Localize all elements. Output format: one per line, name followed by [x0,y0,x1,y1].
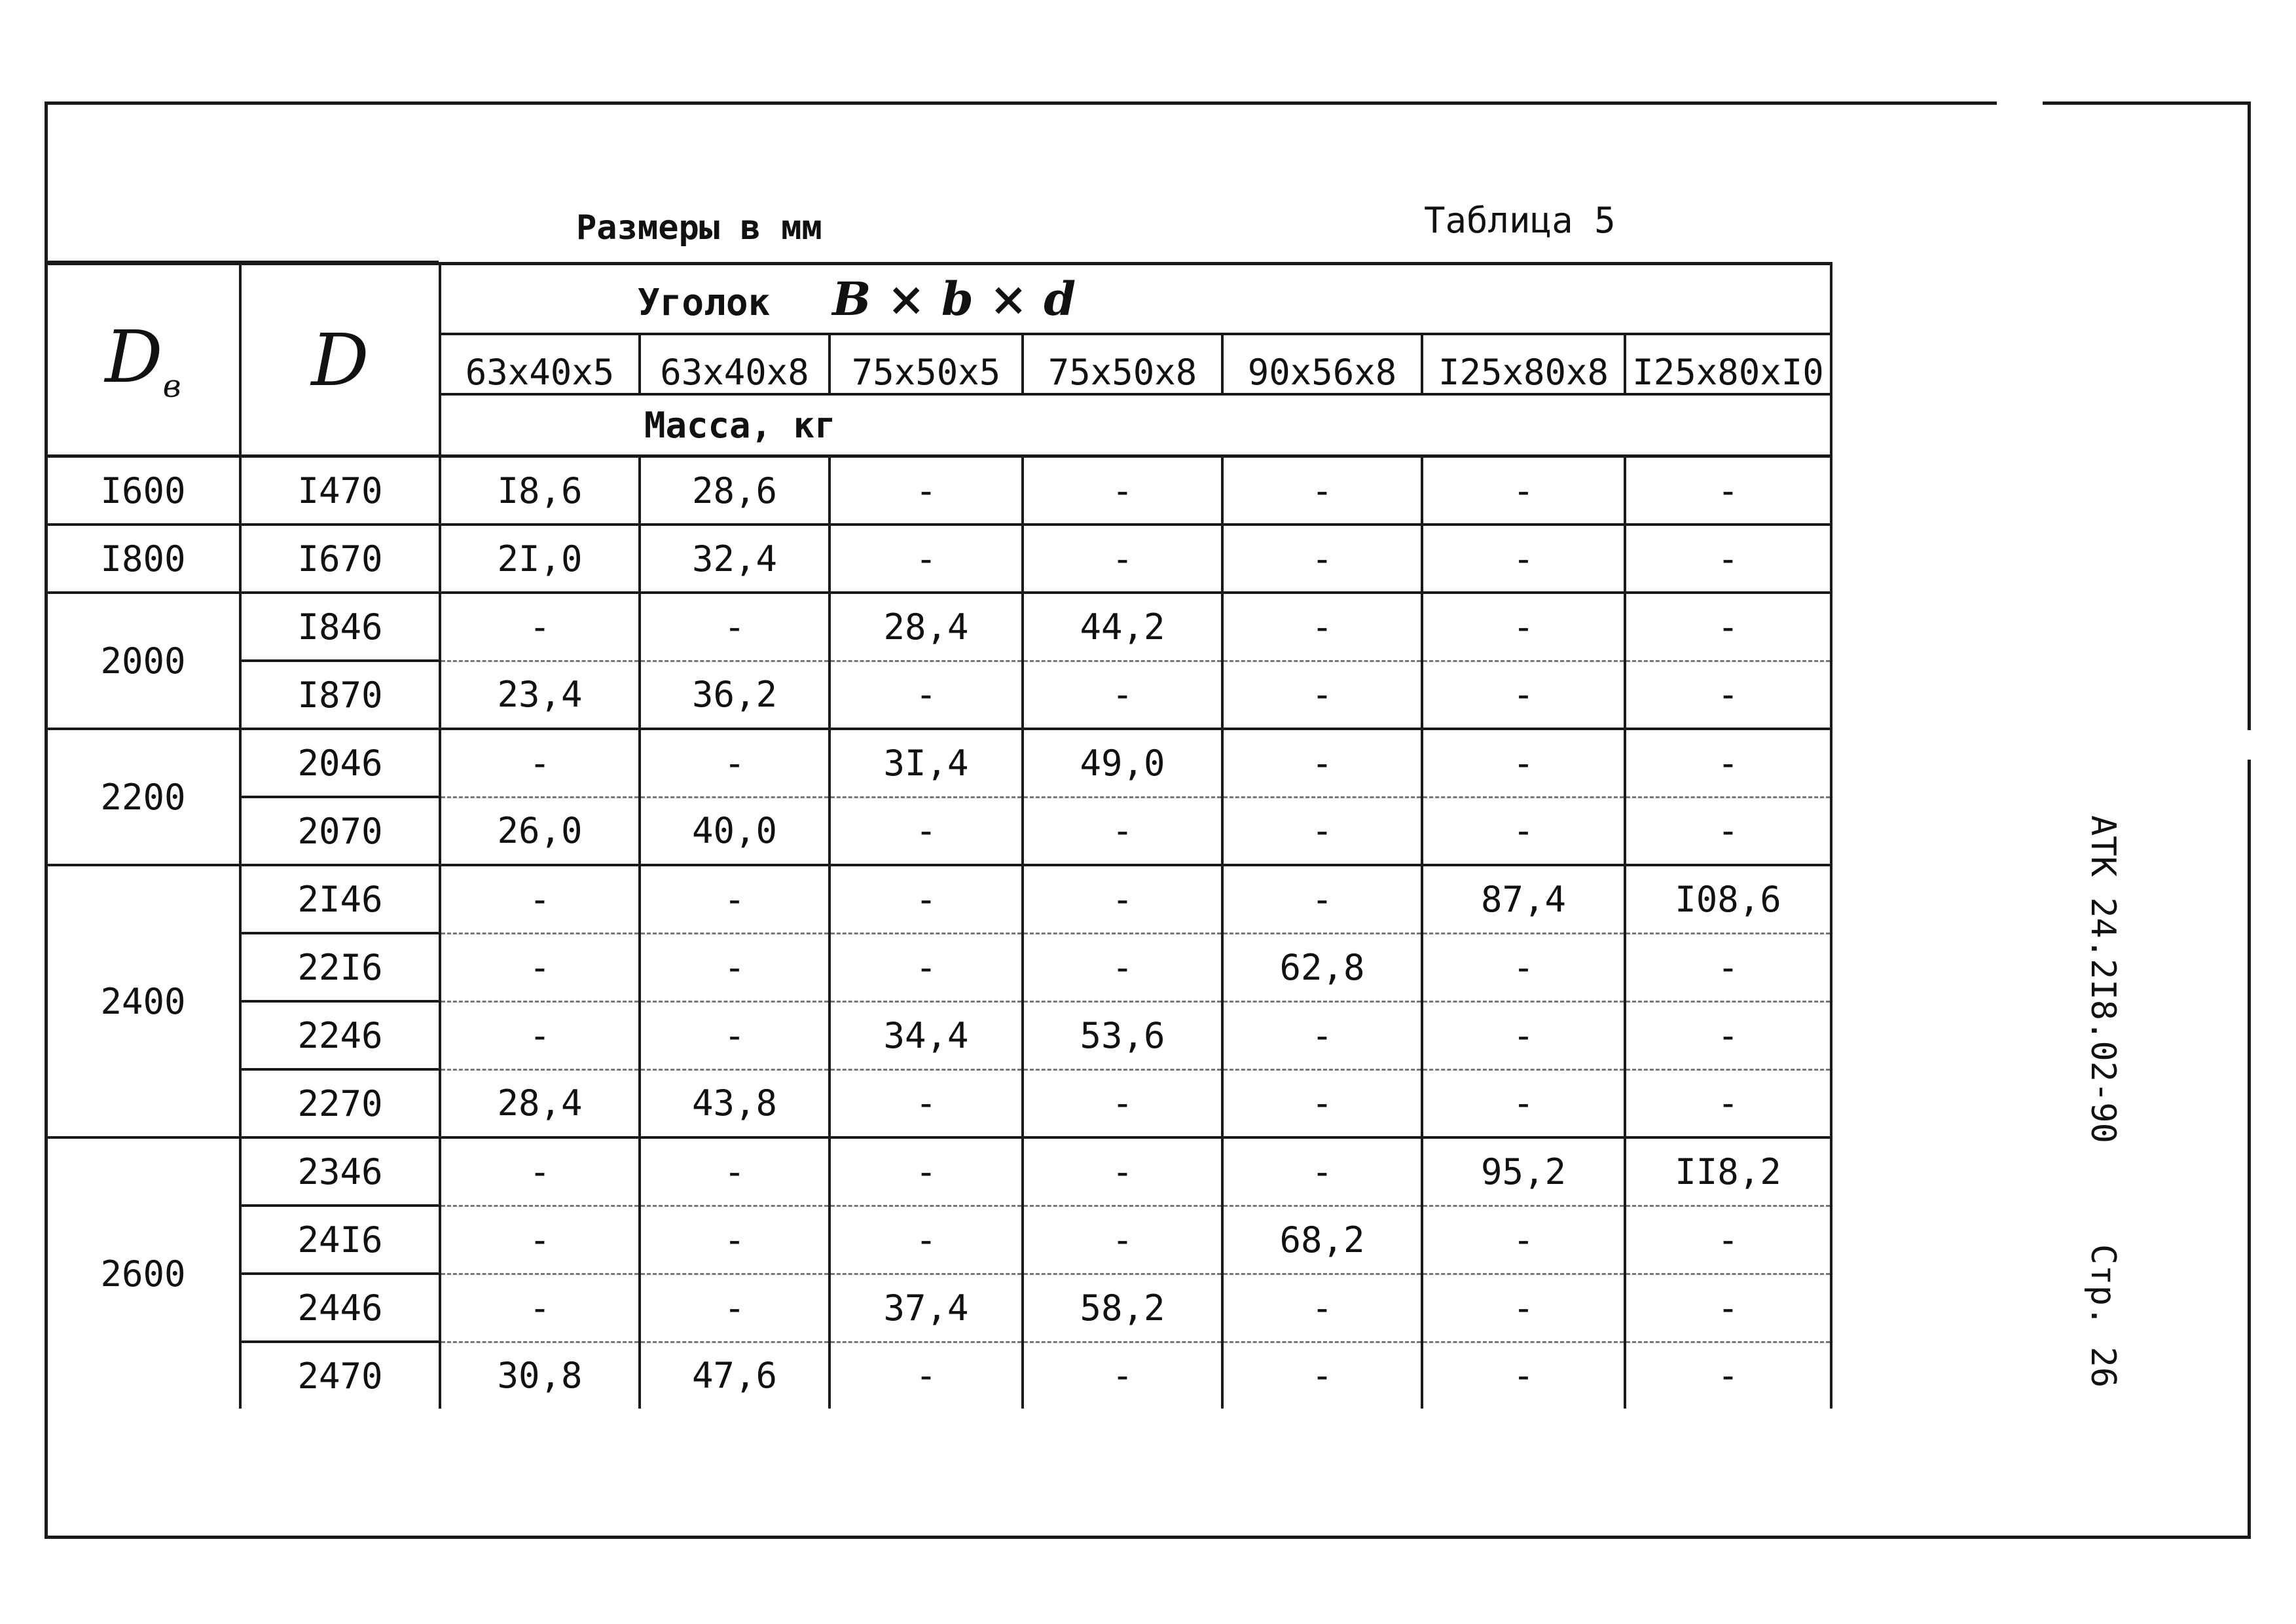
mass-cell: - [829,797,1023,865]
mass-cell: - [1222,1069,1422,1137]
dv-header: $D_в$ [47,264,240,456]
mass-cell: - [1625,933,1831,1001]
mass-cell: II8,2 [1625,1137,1831,1206]
mass-cell: 34,4 [829,1001,1023,1069]
d-cell: 2346 [240,1137,440,1206]
d-cell: 2I46 [240,865,440,933]
table-row [47,1069,1831,1137]
mass-cell: 23,4 [440,661,640,729]
d-cell: 22I6 [240,933,440,1001]
table-row [47,525,1831,593]
mass-cell: - [1023,1137,1222,1206]
mass-cell: - [829,1206,1023,1274]
mass-cell: - [1222,525,1422,593]
mass-cell: 2I,0 [440,525,640,593]
d-cell: I846 [240,593,440,661]
mass-cell: - [640,865,829,933]
d-cell: 2046 [240,729,440,797]
dv-cell: 2600 [47,1137,240,1409]
mass-cell: 28,6 [640,456,829,525]
mass-cell: - [1222,865,1422,933]
mass-cell: - [1422,661,1625,729]
mass-cell: I08,6 [1625,865,1831,933]
mass-cell: 30,8 [440,1342,640,1409]
mass-cell: - [1625,1001,1831,1069]
mass-cell: - [440,1206,640,1274]
mass-cell: - [829,661,1023,729]
mass-cell: - [1625,729,1831,797]
mass-cell: 62,8 [1222,933,1422,1001]
mass-cell: 58,2 [1023,1274,1222,1342]
mass-cell: - [1422,1001,1625,1069]
mass-cell: - [640,1137,829,1206]
mass-cell: - [1023,797,1222,865]
mass-cell: 28,4 [829,593,1023,661]
angle-size-header: 63x40x5 [440,334,640,394]
d-header: D [240,264,440,456]
d-cell: I670 [240,525,440,593]
mass-cell: - [440,729,640,797]
table-row [47,1342,1831,1409]
d-cell: 2446 [240,1274,440,1342]
d-cell: 2470 [240,1342,440,1409]
d-cell: 2070 [240,797,440,865]
mass-cell: - [1023,1206,1222,1274]
mass-cell: - [1222,1342,1422,1409]
mass-cell: - [829,1137,1023,1206]
mass-cell: - [1222,661,1422,729]
mass-cell: - [829,865,1023,933]
table-row [47,661,1831,729]
table-row [47,456,1831,525]
mass-cell: - [1222,1137,1422,1206]
mass-cell: - [1625,661,1831,729]
angle-size-header: I25x80xI0 [1625,334,1831,394]
mass-cell: - [1222,456,1422,525]
table-row [47,797,1831,865]
mass-cell: - [1222,1274,1422,1342]
mass-cell: 95,2 [1422,1137,1625,1206]
table-row [47,729,1831,797]
mass-cell: - [1222,593,1422,661]
table-row [47,593,1831,661]
mass-cell: - [1023,1342,1222,1409]
mass-cell: 68,2 [1222,1206,1422,1274]
table-row [47,865,1831,933]
mass-cell: - [1422,933,1625,1001]
table-row [47,1001,1831,1069]
mass-cell: - [1023,1069,1222,1137]
dv-cell: I800 [47,525,240,593]
mass-cell: - [1222,1001,1422,1069]
mass-cell: 26,0 [440,797,640,865]
mass-cell: - [640,933,829,1001]
mass-cell: - [1625,1069,1831,1137]
angle-size-header: I25x80x8 [1422,334,1625,394]
mass-cell: - [640,593,829,661]
mass-cell: I8,6 [440,456,640,525]
mass-cell: - [1422,1274,1625,1342]
mass-cell: 87,4 [1422,865,1625,933]
table-row [47,1137,1831,1206]
mass-cell: - [829,933,1023,1001]
mass-cell: 53,6 [1023,1001,1222,1069]
mass-cell: - [1625,797,1831,865]
mass-cell: - [1222,729,1422,797]
angle-header: Уголок B × b × d [440,264,1831,335]
mass-cell: - [1023,525,1222,593]
mass-cell: 44,2 [1023,593,1222,661]
dv-cell: 2400 [47,865,240,1137]
angle-size-header: 75x50x5 [829,334,1023,394]
frame-gap [2242,730,2255,760]
d-cell: I870 [240,661,440,729]
mass-cell: 43,8 [640,1069,829,1137]
mass-cell: 49,0 [1023,729,1222,797]
mass-cell: - [640,1274,829,1342]
mass-cell: - [1023,933,1222,1001]
mass-cell: - [1422,1069,1625,1137]
table-row [47,933,1831,1001]
mass-cell: - [829,525,1023,593]
mass-cell: - [1023,661,1222,729]
table-row [47,1206,1831,1274]
mass-cell: - [1222,797,1422,865]
angle-size-header: 90x56x8 [1222,334,1422,394]
dv-cell: 2200 [47,729,240,865]
mass-header: Масса, кг [440,394,1831,456]
frame-gap [1997,98,2043,107]
dv-cell: 2000 [47,593,240,729]
dv-cell: I600 [47,456,240,525]
mass-cell: 47,6 [640,1342,829,1409]
mass-table [47,262,1832,1409]
mass-cell: 36,2 [640,661,829,729]
mass-cell: - [640,1206,829,1274]
document-code: АТК 24.2I8.02-90 [2083,815,2123,1143]
mass-cell: 37,4 [829,1274,1023,1342]
mass-cell: 40,0 [640,797,829,865]
mass-cell: - [1023,865,1222,933]
mass-cell: - [1625,456,1831,525]
mass-cell: - [440,593,640,661]
mass-cell: - [440,1274,640,1342]
mass-cell: - [1625,525,1831,593]
mass-cell: - [640,729,829,797]
table-number: Таблица 5 [1424,200,1616,241]
mass-cell: - [829,1069,1023,1137]
mass-cell: - [1422,1206,1625,1274]
mass-cell: - [1625,1206,1831,1274]
mass-cell: - [1422,456,1625,525]
page-number: Стр. 26 [2083,1244,2123,1388]
mass-cell: - [440,933,640,1001]
table-row [47,1274,1831,1342]
d-cell: 2246 [240,1001,440,1069]
mass-cell: - [1625,593,1831,661]
units-caption: Размеры в мм [576,208,822,248]
mass-cell: - [1422,525,1625,593]
d-cell: I470 [240,456,440,525]
mass-cell: - [440,1137,640,1206]
mass-cell: - [1422,1342,1625,1409]
mass-cell: - [440,865,640,933]
mass-cell: 28,4 [440,1069,640,1137]
mass-cell: - [829,1342,1023,1409]
angle-formula: B × b × d [832,272,1076,326]
d-cell: 24I6 [240,1206,440,1274]
mass-cell: - [640,1001,829,1069]
mass-cell: - [440,1001,640,1069]
mass-cell: - [1625,1342,1831,1409]
mass-cell: - [1422,797,1625,865]
d-cell: 2270 [240,1069,440,1137]
mass-cell: 32,4 [640,525,829,593]
angle-size-header: 75x50x8 [1023,334,1222,394]
mass-cell: - [829,456,1023,525]
mass-cell: - [1422,729,1625,797]
mass-cell: - [1023,456,1222,525]
mass-cell: 3I,4 [829,729,1023,797]
mass-cell: - [1422,593,1625,661]
angle-size-header: 63x40x8 [640,334,829,394]
mass-cell: - [1625,1274,1831,1342]
